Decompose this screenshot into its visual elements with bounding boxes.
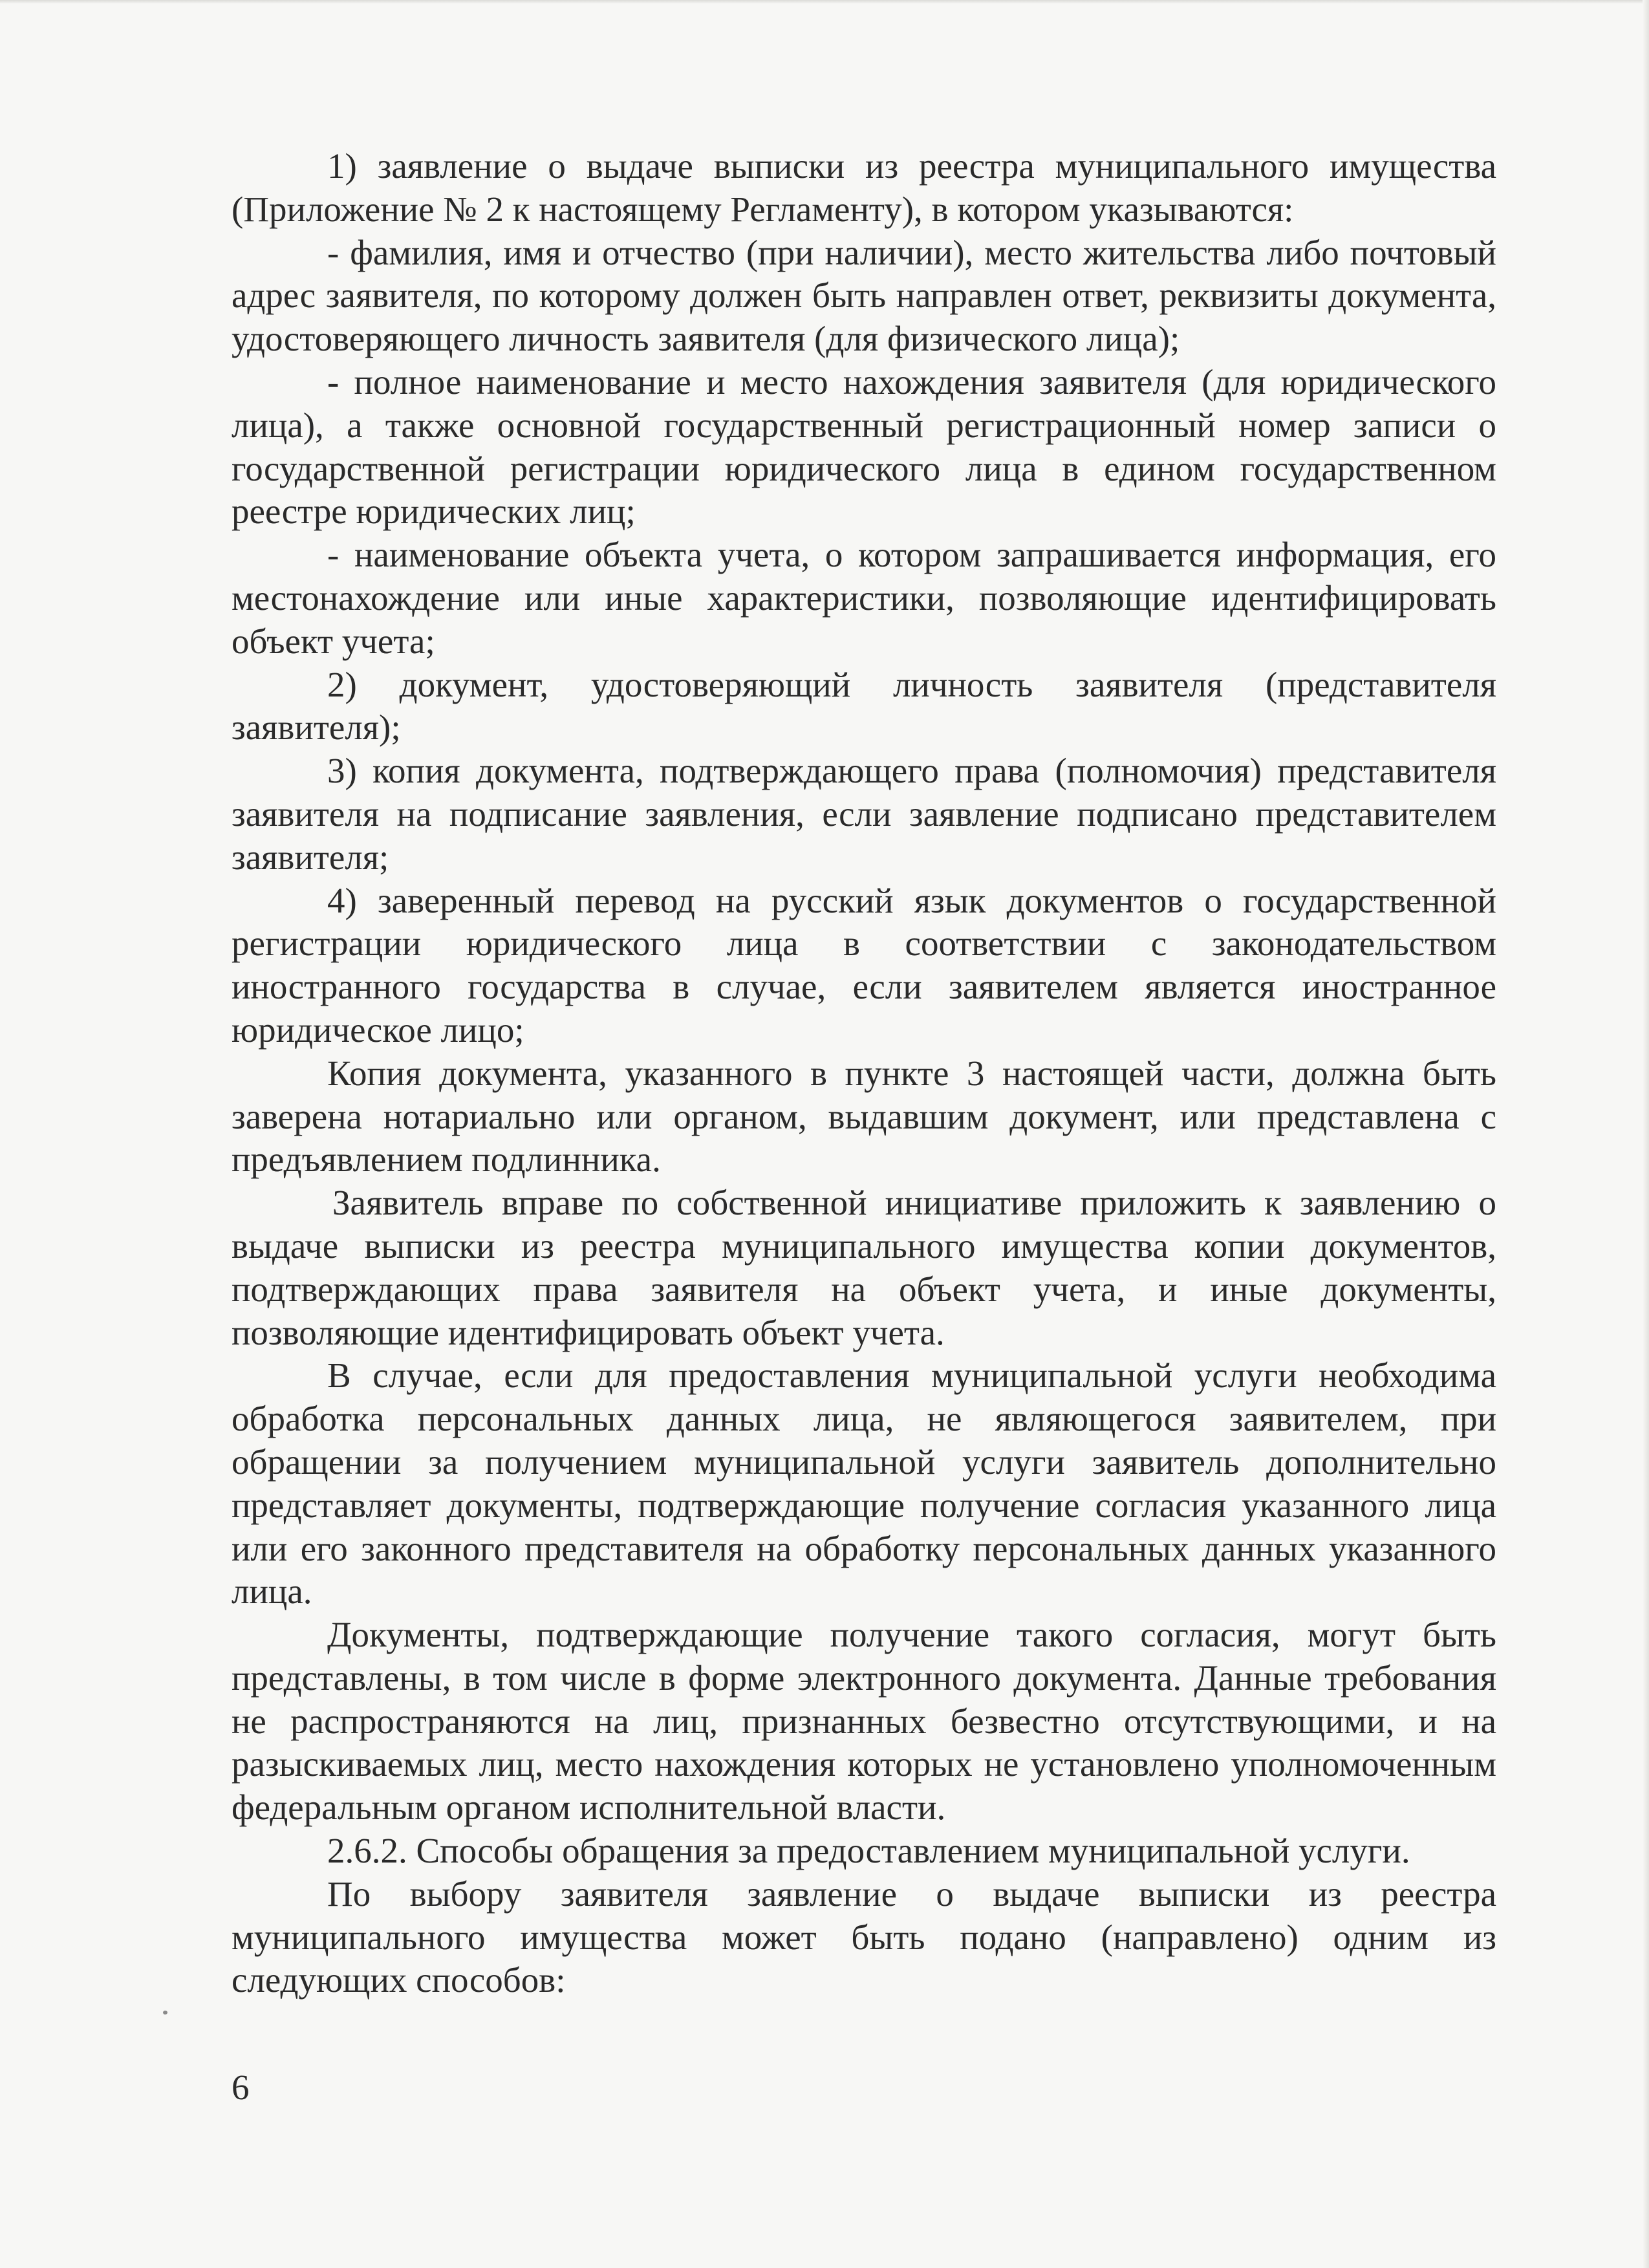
paragraph-own-initiative: Заявитель вправе по собственной инициативе приложить к заявлению о выдаче выписки из реестра муниципального имущества копии документов, подтверждающих права заявителя на объект учета, и иные документы, позволяющие идентифицировать объект учета. bbox=[232, 1183, 1496, 1352]
paragraph-item-4: 4) заверенный перевод на русский язык документов о государственной регистрации юридического лица в соответствии с законодательством иностранного государства в случае, если заявителем является иностранное юридическое лицо; bbox=[232, 880, 1496, 1050]
page-number: 6 bbox=[232, 2068, 250, 2107]
paragraph-personal-data: В случае, если для предоставления муниципальной услуги необходима обработка персональных данных лица, не являющегося заявителем, при обращении за получением муниципальной услуги заявитель дополнительно представляет документы, подтверждающие получение согласия указанного лица или его законного представителя на обработку персональных данных указанного лица. bbox=[232, 1355, 1496, 1612]
paragraph-consent-documents: Документы, подтверждающие получение такого согласия, могут быть представлены, в том числе в форме электронного документа. Данные требования не распространяются на лиц, признанных безвестно отсутствующими, и на разыскиваемых лиц, место нахождения которых не установлено уполномоченным федеральным органом исполнительной власти. bbox=[232, 1615, 1496, 1828]
paragraph-applicant-name: - фамилия, имя и отчество (при наличии), место жительства либо почтовый адрес заявителя, по которому должен быть направлен ответ, реквизиты документа, удостоверяющего личность заявителя (для физического лица); bbox=[232, 232, 1496, 359]
document-body bbox=[232, 145, 1496, 2002]
paragraph-copy-certification: Копия документа, указанного в пункте 3 настоящей части, должна быть заверена нотариально или органом, выдавшим документ, или представлена с предъявлением подлинника. bbox=[232, 1053, 1496, 1180]
scan-edge-right bbox=[1643, 0, 1649, 2268]
paragraph-submission-methods: По выбору заявителя заявление о выдаче выписки из реестра муниципального имущества может быть подано (направлено) одним из следующих способов: bbox=[232, 1874, 1496, 2000]
paragraph-object-name: - наименование объекта учета, о котором запрашивается информация, его местонахождение или иные характеристики, позволяющие идентифицировать объект учета; bbox=[232, 535, 1496, 661]
scan-speck bbox=[163, 2011, 167, 2014]
paragraph-legal-entity: - полное наименование и место нахождения заявителя (для юридического лица), а также основной государственный регистрационный номер записи о государственной регистрации юридического лица в едином государственном реестре юридических лиц; bbox=[232, 362, 1496, 532]
paragraph-item-1: 1) заявление о выдаче выписки из реестра муниципального имущества (Приложение № 2 к настоящему Регламенту), в котором указываются: bbox=[232, 146, 1496, 229]
paragraph-item-2: 2) документ, удостоверяющий личность заявителя (представителя заявителя); bbox=[232, 664, 1496, 748]
paragraph-item-3: 3) копия документа, подтверждающего права (полномочия) представителя заявителя на подписание заявления, если заявление подписано представителем заявителя; bbox=[232, 751, 1496, 877]
scan-edge-top bbox=[0, 0, 1649, 4]
section-heading-2-6-2: 2.6.2. Способы обращения за предоставлением муниципальной услуги. bbox=[327, 1831, 1410, 1871]
